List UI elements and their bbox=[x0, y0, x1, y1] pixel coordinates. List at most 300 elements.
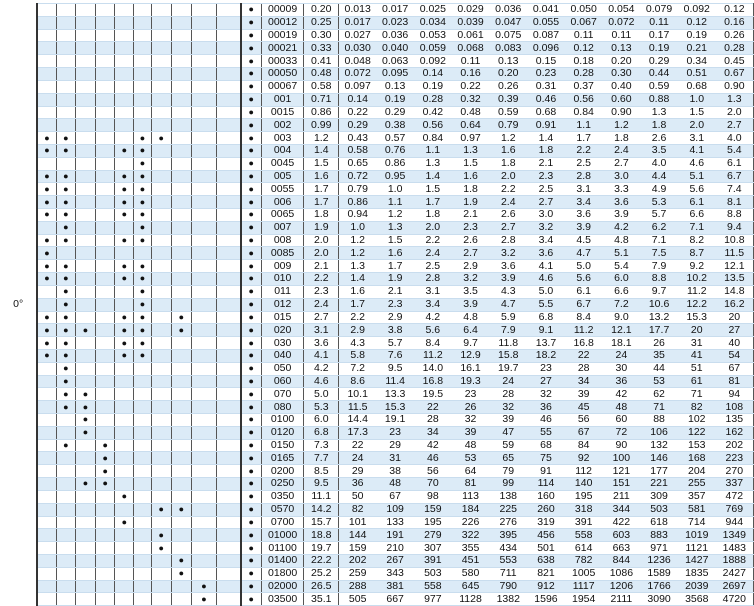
availability-cell bbox=[216, 414, 240, 427]
flow-value: 0.68 bbox=[527, 106, 565, 119]
flow-value: 3.1 bbox=[414, 285, 452, 298]
availability-dot-icon: ● bbox=[63, 145, 69, 156]
availability-cell bbox=[216, 221, 240, 234]
orifice-diameter: 7.7 bbox=[304, 452, 339, 465]
availability-cell bbox=[37, 311, 56, 324]
table-row bbox=[0, 93, 754, 106]
availability-cell bbox=[134, 490, 152, 503]
availability-cell bbox=[241, 580, 262, 593]
availability-cell bbox=[56, 388, 76, 401]
availability-dot-icon: ● bbox=[121, 209, 128, 220]
availability-cell bbox=[95, 93, 115, 106]
availability-dot-icon: ● bbox=[82, 388, 89, 399]
availability-cell bbox=[56, 93, 76, 106]
capacity-code: 0015 bbox=[261, 106, 304, 119]
availability-dot-icon: ● bbox=[139, 260, 146, 271]
availability-cell bbox=[134, 68, 152, 81]
availability-cell bbox=[216, 183, 240, 196]
availability-cell bbox=[37, 503, 56, 516]
availability-cell bbox=[241, 490, 262, 503]
availability-dot-icon: ● bbox=[63, 273, 69, 284]
availability-cell bbox=[134, 119, 152, 132]
availability-cell bbox=[115, 29, 134, 42]
flow-value: 1.3 bbox=[376, 221, 414, 234]
availability-cell bbox=[241, 554, 262, 567]
availability-cell bbox=[192, 4, 217, 17]
flow-value: 391 bbox=[565, 516, 603, 529]
flow-value: 0.34 bbox=[678, 55, 716, 68]
availability-cell bbox=[37, 362, 56, 375]
table-row bbox=[0, 68, 754, 81]
flow-value: 135 bbox=[716, 414, 754, 427]
flow-value: 32 bbox=[527, 388, 565, 401]
table-row bbox=[0, 580, 754, 593]
availability-cell bbox=[216, 29, 240, 42]
availability-cell bbox=[216, 337, 240, 350]
flow-value: 113 bbox=[452, 490, 490, 503]
flow-value: 3.9 bbox=[603, 209, 641, 222]
availability-dot-icon: ● bbox=[139, 170, 146, 181]
flow-value: 3.1 bbox=[565, 183, 603, 196]
availability-cell bbox=[37, 80, 56, 93]
availability-cell bbox=[134, 452, 152, 465]
flow-value: 0.22 bbox=[339, 106, 377, 119]
flow-value: 0.061 bbox=[452, 29, 490, 42]
availability-cell bbox=[192, 247, 217, 260]
flow-value: 55 bbox=[527, 426, 565, 439]
capacity-code: 00067 bbox=[261, 80, 304, 93]
availability-cell bbox=[216, 285, 240, 298]
availability-cell bbox=[115, 298, 134, 311]
availability-cell bbox=[95, 196, 115, 209]
flow-value: 3.2 bbox=[452, 273, 490, 286]
flow-value: 75 bbox=[527, 452, 565, 465]
availability-dot-icon: ● bbox=[248, 440, 254, 451]
availability-cell bbox=[171, 132, 192, 145]
availability-cell bbox=[95, 55, 115, 68]
table-row bbox=[0, 16, 754, 29]
flow-value: 645 bbox=[452, 580, 490, 593]
capacity-code: 0350 bbox=[261, 490, 304, 503]
flow-value: 0.29 bbox=[376, 106, 414, 119]
flow-value: 62 bbox=[640, 388, 678, 401]
capacity-code: 0150 bbox=[261, 439, 304, 452]
flow-value: 1.9 bbox=[376, 273, 414, 286]
availability-cell bbox=[241, 29, 262, 42]
availability-cell bbox=[115, 426, 134, 439]
availability-cell bbox=[192, 478, 217, 491]
availability-dot-icon: ● bbox=[63, 183, 69, 194]
flow-value: 3.2 bbox=[527, 221, 565, 234]
availability-cell bbox=[115, 285, 134, 298]
availability-cell bbox=[151, 324, 171, 337]
availability-cell bbox=[37, 465, 56, 478]
availability-cell bbox=[216, 439, 240, 452]
capacity-code: 050 bbox=[261, 362, 304, 375]
capacity-code: 002 bbox=[261, 119, 304, 132]
availability-cell bbox=[56, 157, 76, 170]
availability-cell bbox=[134, 414, 152, 427]
availability-cell bbox=[151, 119, 171, 132]
flow-value: 5.0 bbox=[527, 285, 565, 298]
availability-cell bbox=[151, 478, 171, 491]
availability-cell bbox=[134, 183, 152, 196]
flow-value: 6.1 bbox=[716, 157, 754, 170]
flow-value: 1.8 bbox=[414, 209, 452, 222]
flow-value: 667 bbox=[376, 593, 414, 606]
availability-dot-icon: ● bbox=[248, 4, 254, 15]
availability-cell bbox=[171, 362, 192, 375]
availability-cell bbox=[95, 490, 115, 503]
flow-value: 2.9 bbox=[339, 324, 377, 337]
flow-value: 132 bbox=[640, 439, 678, 452]
availability-dot-icon: ● bbox=[63, 375, 69, 386]
flow-value: 79 bbox=[489, 465, 527, 478]
flow-value: 1.3 bbox=[452, 144, 490, 157]
flow-value: 0.023 bbox=[376, 16, 414, 29]
capacity-code: 0045 bbox=[261, 157, 304, 170]
availability-cell bbox=[115, 362, 134, 375]
flow-value: 1.6 bbox=[376, 247, 414, 260]
availability-cell bbox=[192, 375, 217, 388]
flow-value: 2.3 bbox=[452, 221, 490, 234]
availability-cell bbox=[37, 452, 56, 465]
availability-cell bbox=[37, 247, 56, 260]
flow-value: 0.19 bbox=[640, 42, 678, 55]
orifice-diameter: 1.9 bbox=[304, 221, 339, 234]
availability-cell bbox=[76, 465, 96, 478]
table-row bbox=[0, 196, 754, 209]
availability-cell bbox=[192, 452, 217, 465]
availability-dot-icon: ● bbox=[139, 145, 146, 156]
flow-value: 68 bbox=[527, 439, 565, 452]
availability-cell bbox=[241, 349, 262, 362]
availability-cell bbox=[134, 324, 152, 337]
flow-value: 12.9 bbox=[452, 349, 490, 362]
flow-value: 10.2 bbox=[678, 273, 716, 286]
availability-cell bbox=[134, 375, 152, 388]
flow-value: 9.1 bbox=[527, 324, 565, 337]
flow-value: 6.4 bbox=[452, 324, 490, 337]
flow-value: 5.7 bbox=[640, 209, 678, 222]
availability-dot-icon: ● bbox=[82, 324, 89, 335]
flow-value: 1117 bbox=[565, 580, 603, 593]
availability-cell bbox=[192, 503, 217, 516]
availability-dot-icon: ● bbox=[44, 196, 50, 207]
flow-value: 12.1 bbox=[603, 324, 641, 337]
availability-dot-icon: ● bbox=[63, 260, 69, 271]
flow-value: 2.9 bbox=[452, 260, 490, 273]
flow-value: 1.5 bbox=[678, 106, 716, 119]
flow-value: 1.4 bbox=[527, 132, 565, 145]
availability-cell bbox=[37, 260, 56, 273]
availability-cell bbox=[241, 106, 262, 119]
availability-cell bbox=[56, 80, 76, 93]
flow-value: 0.072 bbox=[339, 68, 377, 81]
flow-value: 168 bbox=[678, 452, 716, 465]
flow-value: 98 bbox=[414, 490, 452, 503]
availability-dot-icon: ● bbox=[63, 235, 69, 246]
flow-value: 15.3 bbox=[678, 311, 716, 324]
orifice-diameter: 9.5 bbox=[304, 478, 339, 491]
availability-cell bbox=[192, 529, 217, 542]
flow-value: 1349 bbox=[716, 529, 754, 542]
flow-value: 3568 bbox=[678, 593, 716, 606]
availability-dot-icon: ● bbox=[248, 247, 254, 258]
availability-cell bbox=[76, 93, 96, 106]
capacity-code: 0065 bbox=[261, 209, 304, 222]
availability-cell bbox=[241, 337, 262, 350]
flow-value: 2.6 bbox=[640, 132, 678, 145]
flow-value: 1019 bbox=[678, 529, 716, 542]
flow-value: 0.90 bbox=[603, 106, 641, 119]
flow-value: 456 bbox=[527, 529, 565, 542]
table-row bbox=[0, 144, 754, 157]
availability-cell bbox=[216, 490, 240, 503]
availability-cell bbox=[192, 580, 217, 593]
availability-cell bbox=[241, 426, 262, 439]
flow-value: 122 bbox=[678, 426, 716, 439]
availability-cell bbox=[241, 311, 262, 324]
flow-value: 7.9 bbox=[640, 260, 678, 273]
availability-cell bbox=[241, 170, 262, 183]
availability-cell bbox=[151, 362, 171, 375]
availability-dot-icon: ● bbox=[121, 516, 128, 527]
availability-cell bbox=[76, 452, 96, 465]
flow-value: 391 bbox=[414, 554, 452, 567]
availability-cell bbox=[115, 170, 134, 183]
flow-value: 4.7 bbox=[565, 247, 603, 260]
flow-value: 614 bbox=[565, 542, 603, 555]
availability-cell bbox=[56, 183, 76, 196]
capacity-code: 01800 bbox=[261, 567, 304, 580]
availability-cell bbox=[216, 503, 240, 516]
availability-cell bbox=[171, 311, 192, 324]
availability-cell bbox=[76, 529, 96, 542]
flow-value: 3.3 bbox=[603, 183, 641, 196]
availability-cell bbox=[171, 414, 192, 427]
flow-value: 0.38 bbox=[376, 119, 414, 132]
flow-value: 50 bbox=[339, 490, 377, 503]
availability-cell bbox=[192, 170, 217, 183]
flow-value: 2.9 bbox=[376, 311, 414, 324]
availability-cell bbox=[76, 298, 96, 311]
availability-cell bbox=[76, 401, 96, 414]
availability-cell bbox=[37, 209, 56, 222]
availability-cell bbox=[115, 529, 134, 542]
availability-cell bbox=[216, 119, 240, 132]
availability-cell bbox=[216, 106, 240, 119]
availability-cell bbox=[76, 311, 96, 324]
flow-value: 1589 bbox=[640, 567, 678, 580]
availability-cell bbox=[134, 285, 152, 298]
availability-cell bbox=[241, 68, 262, 81]
flow-value: 8.2 bbox=[678, 234, 716, 247]
flow-value: 337 bbox=[716, 478, 754, 491]
flow-value: 2.3 bbox=[376, 298, 414, 311]
flow-value: 2.4 bbox=[414, 247, 452, 260]
availability-cell bbox=[151, 234, 171, 247]
availability-cell bbox=[56, 414, 76, 427]
flow-value: 2.1 bbox=[452, 209, 490, 222]
flow-value: 0.56 bbox=[565, 93, 603, 106]
flow-value: 92 bbox=[565, 452, 603, 465]
availability-cell bbox=[56, 209, 76, 222]
availability-cell bbox=[151, 68, 171, 81]
flow-value: 18.2 bbox=[527, 349, 565, 362]
flow-value: 16.1 bbox=[452, 362, 490, 375]
availability-cell bbox=[95, 362, 115, 375]
availability-cell bbox=[134, 478, 152, 491]
capacity-code: 00009 bbox=[261, 4, 304, 17]
flow-value: 48 bbox=[603, 401, 641, 414]
availability-cell bbox=[56, 554, 76, 567]
availability-cell bbox=[76, 260, 96, 273]
availability-cell bbox=[76, 414, 96, 427]
flow-value: 0.19 bbox=[376, 93, 414, 106]
flow-value: 14.4 bbox=[339, 414, 377, 427]
availability-cell bbox=[171, 209, 192, 222]
availability-dot-icon: ● bbox=[139, 196, 146, 207]
flow-value: 53 bbox=[452, 452, 490, 465]
flow-value: 39 bbox=[452, 426, 490, 439]
availability-cell bbox=[151, 285, 171, 298]
availability-cell bbox=[192, 285, 217, 298]
availability-cell bbox=[95, 426, 115, 439]
flow-value: 28 bbox=[489, 388, 527, 401]
availability-cell bbox=[115, 439, 134, 452]
availability-cell bbox=[216, 349, 240, 362]
availability-cell bbox=[241, 414, 262, 427]
flow-value: 4.4 bbox=[640, 170, 678, 183]
availability-cell bbox=[171, 529, 192, 542]
flow-value: 381 bbox=[376, 580, 414, 593]
flow-value: 422 bbox=[603, 516, 641, 529]
flow-value: 23 bbox=[452, 388, 490, 401]
availability-cell bbox=[192, 234, 217, 247]
availability-cell bbox=[216, 93, 240, 106]
orifice-diameter: 5.3 bbox=[304, 401, 339, 414]
availability-cell bbox=[76, 516, 96, 529]
flow-value: 0.11 bbox=[565, 29, 603, 42]
flow-value: 26 bbox=[452, 401, 490, 414]
flow-value: 10.1 bbox=[339, 388, 377, 401]
availability-cell bbox=[134, 554, 152, 567]
availability-dot-icon: ● bbox=[248, 568, 254, 579]
flow-value: 3.9 bbox=[565, 221, 603, 234]
flow-value: 8.7 bbox=[678, 247, 716, 260]
availability-dot-icon: ● bbox=[44, 132, 50, 143]
flow-value: 1954 bbox=[565, 593, 603, 606]
flow-value: 7.6 bbox=[376, 349, 414, 362]
availability-cell bbox=[192, 119, 217, 132]
availability-cell bbox=[115, 247, 134, 260]
availability-cell bbox=[241, 285, 262, 298]
availability-cell bbox=[216, 80, 240, 93]
availability-cell bbox=[151, 132, 171, 145]
availability-cell bbox=[115, 388, 134, 401]
availability-cell bbox=[115, 93, 134, 106]
flow-value: 1.8 bbox=[489, 157, 527, 170]
availability-dot-icon: ● bbox=[102, 440, 108, 451]
capacity-code: 01000 bbox=[261, 529, 304, 542]
flow-value: 5.1 bbox=[603, 247, 641, 260]
availability-cell bbox=[95, 68, 115, 81]
table-row bbox=[0, 452, 754, 465]
availability-dot-icon: ● bbox=[248, 209, 254, 220]
flow-value: 16.8 bbox=[565, 337, 603, 350]
availability-cell bbox=[95, 132, 115, 145]
flow-value: 255 bbox=[678, 478, 716, 491]
flow-value: 7.5 bbox=[640, 247, 678, 260]
flow-value: 2.8 bbox=[565, 170, 603, 183]
flow-value: 711 bbox=[489, 567, 527, 580]
availability-cell bbox=[192, 273, 217, 286]
availability-dot-icon: ● bbox=[63, 196, 69, 207]
availability-cell bbox=[192, 401, 217, 414]
flow-value: 14.8 bbox=[716, 285, 754, 298]
availability-cell bbox=[192, 80, 217, 93]
availability-cell bbox=[37, 234, 56, 247]
flow-value: 1206 bbox=[603, 580, 641, 593]
table-row bbox=[0, 349, 754, 362]
flow-value: 3.8 bbox=[376, 324, 414, 337]
flow-value: 8.8 bbox=[716, 209, 754, 222]
table-row bbox=[0, 337, 754, 350]
flow-value: 553 bbox=[489, 554, 527, 567]
availability-cell bbox=[37, 554, 56, 567]
flow-value: 0.087 bbox=[527, 29, 565, 42]
availability-cell bbox=[95, 503, 115, 516]
availability-cell bbox=[56, 580, 76, 593]
flow-value: 114 bbox=[527, 478, 565, 491]
availability-cell bbox=[56, 439, 76, 452]
availability-cell bbox=[95, 42, 115, 55]
availability-cell bbox=[171, 119, 192, 132]
availability-dot-icon: ● bbox=[158, 132, 164, 143]
availability-cell bbox=[171, 503, 192, 516]
flow-value: 6.6 bbox=[678, 209, 716, 222]
flow-value: 1888 bbox=[716, 554, 754, 567]
flow-value: 0.025 bbox=[414, 4, 452, 17]
availability-cell bbox=[134, 132, 152, 145]
flow-value: 48 bbox=[452, 439, 490, 452]
flow-value: 782 bbox=[565, 554, 603, 567]
availability-dot-icon: ● bbox=[63, 286, 69, 297]
availability-cell bbox=[241, 529, 262, 542]
availability-cell bbox=[241, 119, 262, 132]
flow-value: 4.1 bbox=[527, 260, 565, 273]
capacity-code: 00050 bbox=[261, 68, 304, 81]
availability-cell bbox=[151, 247, 171, 260]
flow-value: 11.5 bbox=[339, 401, 377, 414]
availability-dot-icon: ● bbox=[102, 478, 108, 489]
table-row bbox=[0, 503, 754, 516]
flow-value: 1766 bbox=[640, 580, 678, 593]
availability-cell bbox=[76, 170, 96, 183]
flow-value: 5.8 bbox=[339, 349, 377, 362]
availability-dot-icon: ● bbox=[63, 337, 69, 348]
table-row bbox=[0, 490, 754, 503]
flow-value: 121 bbox=[603, 465, 641, 478]
availability-cell bbox=[192, 157, 217, 170]
availability-cell bbox=[134, 42, 152, 55]
flow-value: 47 bbox=[489, 426, 527, 439]
flow-value: 6.2 bbox=[640, 221, 678, 234]
flow-value: 71 bbox=[640, 401, 678, 414]
flow-value: 13.2 bbox=[640, 311, 678, 324]
availability-dot-icon: ● bbox=[248, 465, 254, 476]
